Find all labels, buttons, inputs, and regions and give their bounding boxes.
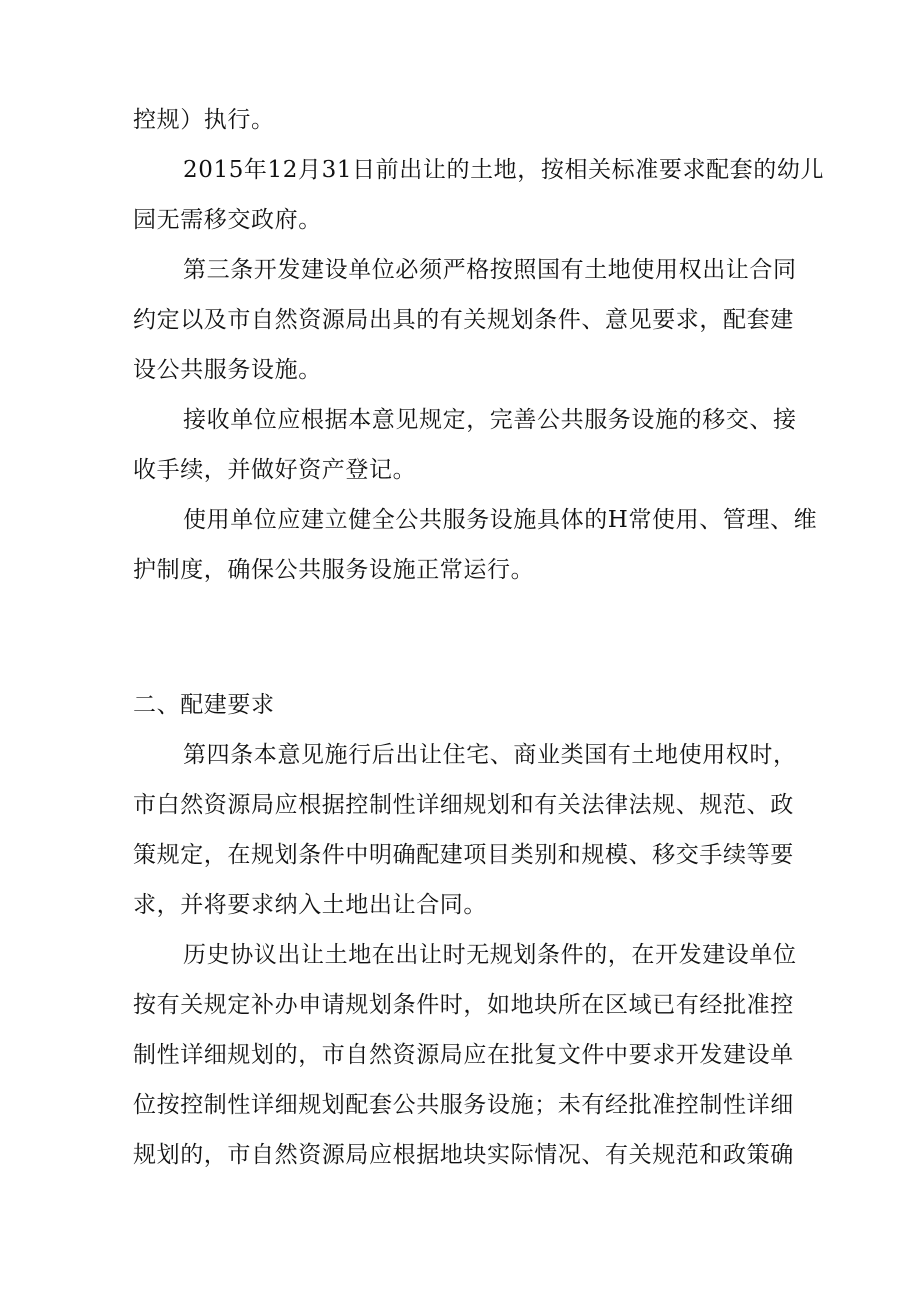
article-4-line-4: 求，并将要求纳入土地出让合同。 bbox=[133, 892, 487, 918]
article-4-line-3: 策规定，在规划条件中明确配建项目类别和规模、移交手续等要 bbox=[133, 842, 794, 868]
paragraph-history-line-5: 规划的，市自然资源局应根据地块实际情况、有关规范和政策确 bbox=[133, 1142, 794, 1168]
paragraph-history-line-1: 历史协议出让土地在出让时无规划条件的，在开发建设单位 bbox=[183, 942, 797, 968]
article-4-line-1: 第四条本意见施行后出让住宅、商业类国有土地使用权时， bbox=[183, 742, 797, 768]
paragraph-history-line-2: 按有关规定补办申请规划条件时，如地块所在区域已有经批准控 bbox=[133, 992, 794, 1018]
paragraph-history-line-3: 制性详细规划的，市自然资源局应在批复文件中要求开发建设单 bbox=[133, 1042, 794, 1068]
paragraph-using-line-1: 使用单位应建立健全公共服务设施具体的H常使用、管理、维 bbox=[183, 507, 818, 533]
article-4-line-2: 市白然资源局应根据控制性详细规划和有关法律法规、规范、政 bbox=[133, 792, 794, 818]
paragraph-kindergarten-line-1: 2015年12月31日前出让的土地，按相关标准要求配套的幼儿 bbox=[183, 157, 825, 183]
paragraph-continuation-line: 控规）执行。 bbox=[133, 107, 275, 133]
article-3-line-1: 第三条开发建设单位必须严格按照国有土地使用权出让合同 bbox=[183, 257, 797, 283]
paragraph-receiving-line-1: 接收单位应根据本意见规定，完善公共服务设施的移交、接 bbox=[183, 407, 797, 433]
article-3-line-3: 设公共服务设施。 bbox=[133, 357, 322, 383]
paragraph-receiving-line-2: 收手续，并做好资产登记。 bbox=[133, 457, 417, 483]
paragraph-using-line-2: 护制度，确保公共服务设施正常运行。 bbox=[133, 557, 535, 583]
paragraph-history-line-4: 位按控制性详细规划配套公共服务设施；未有经批准控制性详细 bbox=[133, 1092, 794, 1118]
section-heading: 二、配建要求 bbox=[133, 692, 275, 718]
article-3-line-2: 约定以及市自然资源局出具的有关规划条件、意见要求，配套建 bbox=[133, 307, 794, 333]
paragraph-kindergarten-line-2: 园无需移交政府。 bbox=[133, 207, 322, 233]
